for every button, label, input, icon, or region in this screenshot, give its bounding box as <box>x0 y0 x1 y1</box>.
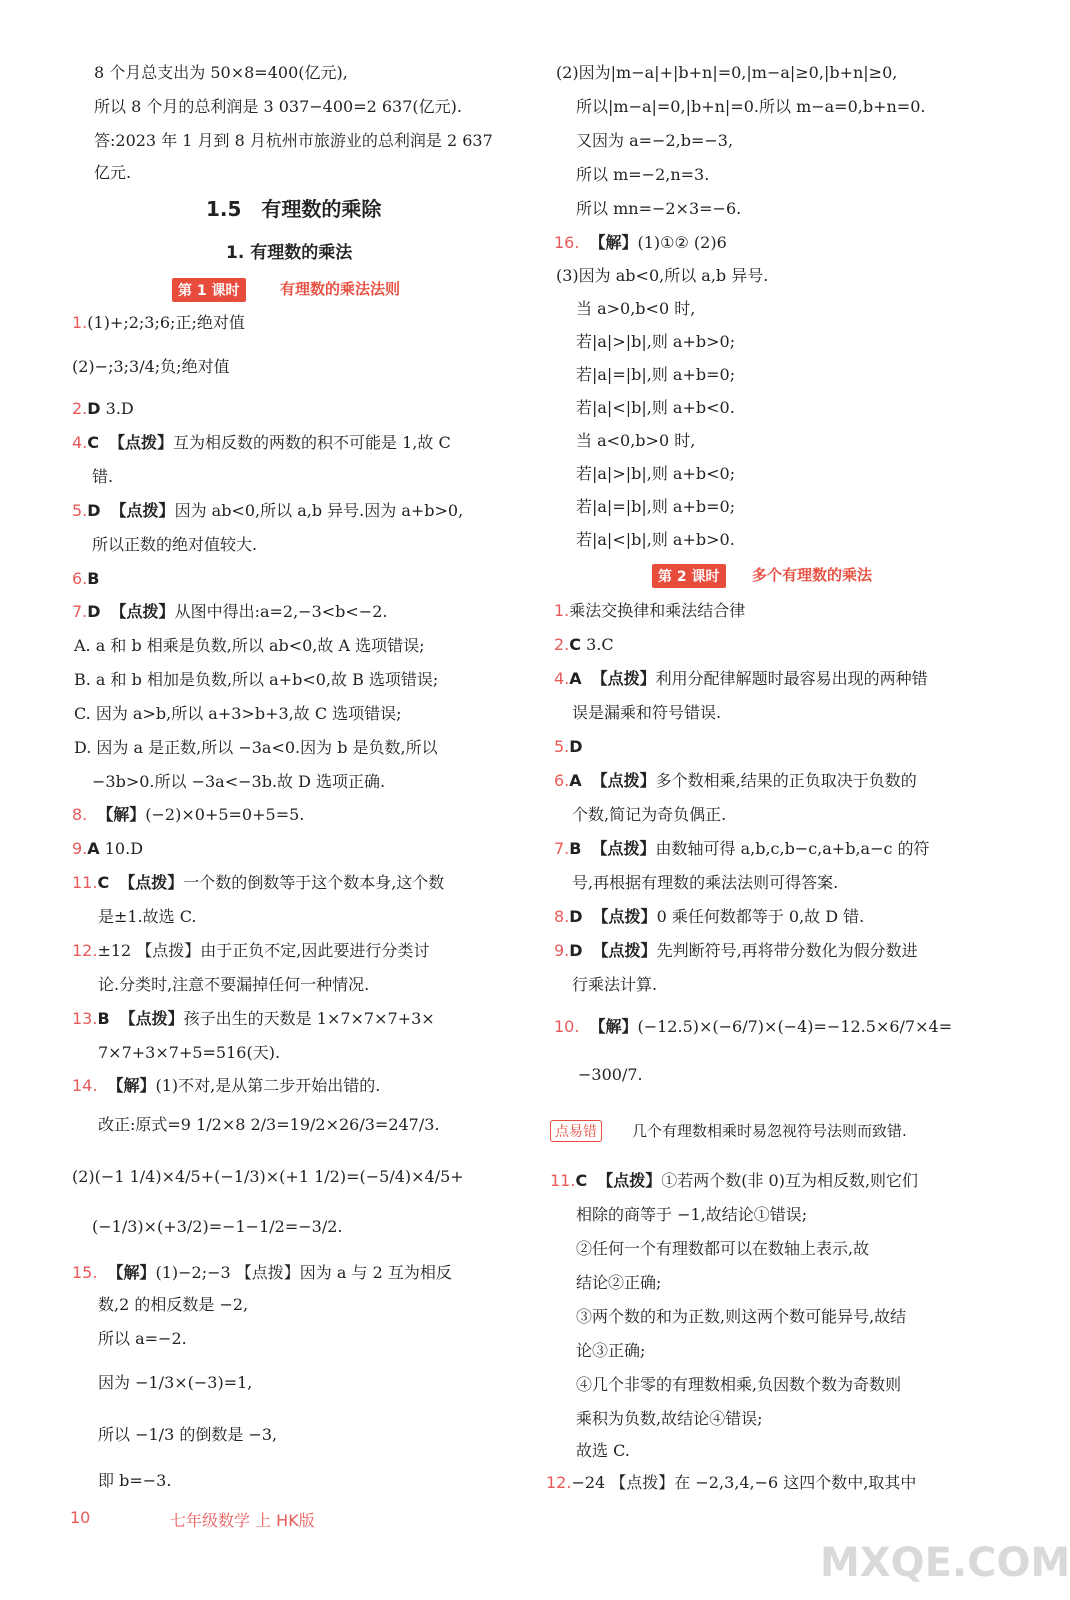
answer-line <box>576 430 695 452</box>
answer-line <box>576 1408 762 1430</box>
answer-line <box>72 568 99 590</box>
answer-line <box>92 1216 342 1238</box>
answer-choice: D <box>569 941 583 960</box>
answer-text: (1)①② (2)6 <box>637 233 727 252</box>
page-number: 10 <box>70 1508 91 1527</box>
answer-text: 故选 C. <box>576 1441 630 1460</box>
answer-text: 所以正数的绝对值较大. <box>92 535 258 554</box>
answer-text: 10.D <box>99 839 144 858</box>
answer-text: 所以 m=−2,n=3. <box>576 165 710 184</box>
question-number: 13. <box>72 1009 98 1028</box>
answer-text: 利用分配律解题时最容易出现的两种错 <box>655 669 928 688</box>
answer-text: (−12.5)×(−6/7)×(−4)=−12.5×6/7×4= <box>637 1017 953 1036</box>
question-number: 15. <box>72 1263 98 1282</box>
answer-text: −24 【点拨】在 −2,3,4,−6 这四个数中,取其中 <box>571 1473 917 1492</box>
answer-choice: C <box>569 635 582 654</box>
answer-text: A. a 和 b 相乘是负数,所以 ab<0,故 A 选项错误; <box>74 636 425 655</box>
answer-text: 结论②正确; <box>576 1273 662 1292</box>
answer-text: 若|a|=|b|,则 a+b=0; <box>576 365 736 384</box>
answer-text: 又因为 a=−2,b=−3, <box>576 131 734 150</box>
lesson-2-title: 多个有理数的乘法 <box>752 566 873 584</box>
answer-choice: D <box>87 399 101 418</box>
answer-line <box>572 974 657 996</box>
answer-choice: C <box>575 1171 588 1190</box>
answer-choice: D <box>569 907 583 926</box>
answer-line <box>72 356 230 378</box>
answer-text: 号,再根据有理数的乘法法则可得答案. <box>572 873 839 892</box>
question-number: 2. <box>72 399 88 418</box>
watermark: MXQE.COM <box>820 1540 1070 1586</box>
answer-line <box>576 1204 807 1226</box>
answer-line <box>554 1016 952 1038</box>
answer-text: 所以|m−a|=0,|b+n|=0.所以 m−a=0,b+n=0. <box>576 97 926 116</box>
answer-text: 相除的商等于 −1,故结论①错误; <box>576 1205 808 1224</box>
answer-choice: C <box>97 873 110 892</box>
answer-line <box>74 669 438 691</box>
answer-choice: D <box>87 602 101 621</box>
question-number: 9. <box>72 839 88 858</box>
answer-line <box>572 872 838 894</box>
answer-line <box>92 466 113 488</box>
answer-text: (2)因为|m−a|+|b+n|=0,|m−a|≥0,|b+n|≥0, <box>556 63 898 82</box>
answer-line <box>554 736 583 758</box>
question-number: 5. <box>72 501 88 520</box>
answer-choice: D <box>569 737 583 756</box>
answer-line <box>554 906 864 928</box>
answer-text: 3.C <box>581 635 614 654</box>
hint-tag: 【解】 <box>107 1076 156 1095</box>
hint-tag: 【点拨】 <box>597 1171 662 1190</box>
answer-text: ④几个非零的有理数相乘,负因数个数为奇数则 <box>576 1375 902 1394</box>
answer-line <box>72 804 304 826</box>
answer-text: 所以 8 个月的总利润是 3 037−400=2 637(亿元). <box>94 97 462 116</box>
answer-text: 数,2 的相反数是 −2, <box>98 1295 249 1314</box>
question-number: 8. <box>72 805 88 824</box>
answer-line <box>576 130 733 152</box>
answer-text: (3)因为 ab<0,所以 a,b 异号. <box>556 266 769 285</box>
answer-line <box>74 737 438 759</box>
hint-tag: 【点拨】 <box>110 501 175 520</box>
answer-line <box>98 1424 277 1446</box>
answer-text: 所以 −1/3 的倒数是 −3, <box>98 1425 278 1444</box>
answer-line <box>576 198 741 220</box>
question-number: 11. <box>550 1171 576 1190</box>
answer-line <box>72 838 143 860</box>
answer-text: 若|a|>|b|,则 a+b<0; <box>576 464 736 483</box>
question-number: 12. <box>72 941 98 960</box>
answer-text: 行乘法计算. <box>572 975 658 994</box>
answer-text: 一个数的倒数等于这个数本身,这个数 <box>183 873 445 892</box>
answer-text: ±12 【点拨】由于正负不定,因此要进行分类讨 <box>97 941 430 960</box>
answer-text: (1)−2;−3 【点拨】因为 a 与 2 互为相反 <box>155 1263 452 1282</box>
answer-line <box>92 771 385 793</box>
question-number: 11. <box>72 873 98 892</box>
answer-text: 因为 ab<0,所以 a,b 异号.因为 a+b>0, <box>174 501 464 520</box>
answer-line <box>72 1166 464 1188</box>
answer-line <box>576 397 735 419</box>
answer-line <box>576 463 735 485</box>
answer-text: 因为 −1/3×(−3)=1, <box>98 1373 253 1392</box>
error-tip-badge: 点易错 <box>550 1120 602 1142</box>
answer-text: 若|a|<|b|,则 a+b<0. <box>576 398 735 417</box>
answer-text: 改正:原式=9 1/2×8 2/3=19/2×26/3=247/3. <box>98 1115 440 1134</box>
section-title: 1.5 有理数的乘除 <box>206 197 382 221</box>
answer-line <box>576 364 735 386</box>
question-number: 4. <box>72 433 88 452</box>
answer-choice: B <box>569 839 582 858</box>
answer-line <box>572 702 721 724</box>
answer-text: 错. <box>92 467 114 486</box>
question-number: 1. <box>554 601 570 620</box>
answer-line <box>572 804 726 826</box>
answer-line <box>72 872 444 894</box>
question-number: 9. <box>554 941 570 960</box>
answer-text: 先判断符号,再将带分数化为假分数进 <box>656 941 918 960</box>
hint-tag: 【点拨】 <box>119 873 184 892</box>
answer-line <box>98 1328 187 1350</box>
answer-text: 论③正确; <box>576 1341 646 1360</box>
answer-text: (2)−;3;3/4;负;绝对值 <box>72 357 230 376</box>
answer-line <box>576 331 735 353</box>
answer-text: 0 乘任何数都等于 0,故 D 错. <box>656 907 865 926</box>
lesson-1-badge: 第 1 课时 <box>172 278 246 302</box>
hint-tag: 【点拨】 <box>119 1009 184 1028</box>
answer-text: (1)+;2;3;6;正;绝对值 <box>87 313 245 332</box>
hint-tag: 【点拨】 <box>110 602 175 621</box>
answer-text: ①若两个数(非 0)互为相反数,则它们 <box>661 1171 919 1190</box>
answer-text: 从图中得出:a=2,−3<b<−2. <box>174 602 388 621</box>
hint-tag: 【点拨】 <box>592 941 657 960</box>
answer-line <box>576 1272 661 1294</box>
question-number: 4. <box>554 669 570 688</box>
question-number: 7. <box>554 839 570 858</box>
answer-line <box>74 703 402 725</box>
error-tip-text: 几个有理数相乘时易忽视符号法则而致错. <box>632 1122 907 1140</box>
answer-text: 所以 a=−2. <box>98 1329 187 1348</box>
answer-line <box>94 62 348 84</box>
question-number: 14. <box>72 1076 98 1095</box>
question-number: 6. <box>72 569 88 588</box>
answer-line <box>576 164 709 186</box>
answer-text: 乘积为负数,故结论④错误; <box>576 1409 763 1428</box>
answer-line <box>576 1374 901 1396</box>
answer-line <box>72 601 387 623</box>
answer-line <box>576 496 735 518</box>
answer-text: 乘法交换律和乘法结合律 <box>569 601 746 620</box>
answer-text: 多个数相乘,结果的正负取决于负数的 <box>655 771 917 790</box>
answer-line <box>576 1238 869 1260</box>
answer-text: 当 a<0,b>0 时, <box>576 431 696 450</box>
question-number: 10. <box>554 1017 580 1036</box>
answer-choice: A <box>569 669 582 688</box>
hint-tag: 【点拨】 <box>591 771 656 790</box>
answer-choice: A <box>87 839 100 858</box>
hint-tag: 【解】 <box>107 1263 156 1282</box>
hint-tag: 【点拨】 <box>591 669 656 688</box>
answer-line <box>576 96 925 118</box>
hint-tag: 【解】 <box>589 233 638 252</box>
answer-text: 孩子出生的天数是 1×7×7×7+3× <box>183 1009 435 1028</box>
answer-text: (−2)×0+5=0+5=5. <box>145 805 305 824</box>
answer-text: 若|a|<|b|,则 a+b>0. <box>576 530 735 549</box>
answer-line <box>576 1306 906 1328</box>
answer-text: 个数,简记为奇负偶正. <box>572 805 727 824</box>
answer-line <box>576 298 695 320</box>
answer-line <box>546 1472 916 1494</box>
answer-text: (−1/3)×(+3/2)=−1−1/2=−3/2. <box>92 1217 343 1236</box>
answer-text: 8 个月总支出为 50×8=400(亿元), <box>94 63 348 82</box>
question-number: 1. <box>72 313 88 332</box>
answer-text: 7×7+3×7+5=516(天). <box>98 1043 281 1062</box>
answer-line <box>554 770 917 792</box>
answer-choice: C <box>87 433 100 452</box>
answer-text: D. 因为 a 是正数,所以 −3a<0.因为 b 是负数,所以 <box>74 738 438 757</box>
hint-tag: 【点拨】 <box>592 907 657 926</box>
answer-line <box>72 1262 452 1284</box>
question-number: 2. <box>554 635 570 654</box>
answer-text: B. a 和 b 相加是负数,所以 a+b<0,故 B 选项错误; <box>74 670 439 689</box>
lesson-2-badge: 第 2 课时 <box>652 564 726 588</box>
question-number: 12. <box>546 1473 572 1492</box>
answer-choice: A <box>569 771 582 790</box>
lesson-1-title: 有理数的乘法法则 <box>280 280 401 298</box>
answer-line <box>94 130 493 152</box>
answer-text: 若|a|>|b|,则 a+b>0; <box>576 332 736 351</box>
answer-choice: D <box>87 501 101 520</box>
answer-text: 若|a|=|b|,则 a+b=0; <box>576 497 736 516</box>
answer-text: (1)不对,是从第二步开始出错的. <box>155 1076 381 1095</box>
answer-line <box>98 1294 248 1316</box>
answer-line <box>98 1114 440 1136</box>
question-number: 6. <box>554 771 570 790</box>
answer-line <box>72 432 451 454</box>
answer-line <box>74 635 425 657</box>
answer-text: 论.分类时,注意不要漏掉任何一种情况. <box>98 975 370 994</box>
book-title: 七年级数学 上 HK版 <box>170 1511 315 1530</box>
answer-text: −300/7. <box>578 1065 643 1084</box>
answer-line <box>94 162 131 184</box>
answer-line <box>72 1008 435 1030</box>
answer-line <box>576 529 735 551</box>
answer-line <box>94 96 462 118</box>
answer-line <box>72 500 463 522</box>
answer-text: C. 因为 a>b,所以 a+3>b+3,故 C 选项错误; <box>74 704 402 723</box>
answer-line <box>556 62 897 84</box>
answer-text: ③两个数的和为正数,则这两个数可能异号,故结 <box>576 1307 907 1326</box>
answer-line <box>578 1064 643 1086</box>
answer-line <box>98 906 197 928</box>
answer-choice: B <box>87 569 100 588</box>
answer-line <box>72 398 134 420</box>
answer-text: 是±1.故选 C. <box>98 907 197 926</box>
answer-choice: B <box>97 1009 110 1028</box>
answer-line <box>98 1042 280 1064</box>
answer-line <box>554 634 614 656</box>
answer-text: 所以 mn=−2×3=−6. <box>576 199 742 218</box>
answer-line <box>556 265 768 287</box>
answer-text: 即 b=−3. <box>98 1471 172 1490</box>
answer-text: 答:2023 年 1 月到 8 月杭州市旅游业的总利润是 2 637 <box>94 131 493 150</box>
answer-line <box>550 1170 918 1192</box>
hint-tag: 【点拨】 <box>109 433 174 452</box>
hint-tag: 【点拨】 <box>591 839 656 858</box>
answer-line <box>576 1340 645 1362</box>
answer-line <box>72 1075 380 1097</box>
answer-line <box>554 232 727 254</box>
question-number: 7. <box>72 602 88 621</box>
answer-line <box>554 838 930 860</box>
answer-line <box>554 940 918 962</box>
answer-line <box>98 1372 252 1394</box>
question-number: 8. <box>554 907 570 926</box>
hint-tag: 【解】 <box>97 805 146 824</box>
answer-text: ②任何一个有理数都可以在数轴上表示,故 <box>576 1239 870 1258</box>
answer-text: (2)(−1 1/4)×4/5+(−1/3)×(+1 1/2)=(−5/4)×4/5+ <box>72 1167 464 1186</box>
answer-line <box>576 1440 630 1462</box>
answer-line <box>554 668 928 690</box>
hint-tag: 【解】 <box>589 1017 638 1036</box>
answer-text: 由数轴可得 a,b,c,b−c,a+b,a−c 的符 <box>655 839 930 858</box>
answer-text: 3.D <box>100 399 134 418</box>
answer-line <box>98 974 369 996</box>
subsection-title: 1. 有理数的乘法 <box>226 243 353 263</box>
question-number: 16. <box>554 233 580 252</box>
question-number: 5. <box>554 737 570 756</box>
answer-text: 当 a>0,b<0 时, <box>576 299 696 318</box>
answer-line <box>72 940 429 962</box>
answer-text: 互为相反数的两数的积不可能是 1,故 C <box>173 433 451 452</box>
answer-text: 亿元. <box>94 163 132 182</box>
answer-line <box>554 600 745 622</box>
answer-text: 误是漏乘和符号错误. <box>572 703 722 722</box>
answer-line <box>98 1470 171 1492</box>
answer-line <box>92 534 257 556</box>
answer-line <box>72 312 245 334</box>
answer-text: −3b>0.所以 −3a<−3b.故 D 选项正确. <box>92 772 386 791</box>
